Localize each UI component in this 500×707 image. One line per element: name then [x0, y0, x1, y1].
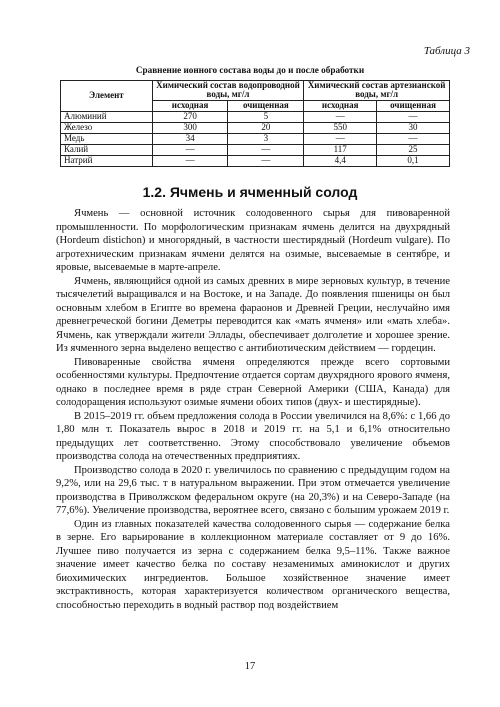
table-header-artesian-water: Химический состав артезианской воды, мг/л: [304, 81, 450, 101]
table-cell: —: [152, 144, 228, 155]
table-cell: —: [228, 144, 304, 155]
table-cell-element: Алюминий: [61, 111, 153, 122]
table-cell: 25: [377, 144, 450, 155]
table-row: [61, 155, 450, 166]
table-cell: 34: [152, 133, 228, 144]
table-header-tap-water: Химический состав водопроводной воды, мг/л: [152, 81, 304, 101]
table-cell: —: [377, 111, 450, 122]
table-cell: 3: [228, 133, 304, 144]
table-cell: 30: [377, 122, 450, 133]
table-row: [61, 122, 450, 133]
paragraph: Пивоваренные свойства ячменя определяются прежде всего сортовыми особенностями культуры. Предпочтение отдается сортам двухрядного ярового ячменя, однако в последнее время в ряде стран Северной Америки (США, Канада) для солодоращения используют озимые ячмени обоих типов (двух- и шестирядные).: [56, 356, 450, 408]
table-cell: —: [304, 111, 377, 122]
table-header-element: Элемент: [61, 81, 153, 112]
table-subheader: исходная: [152, 100, 228, 111]
table-cell: —: [228, 155, 304, 166]
table-cell: 270: [152, 111, 228, 122]
table-cell: —: [304, 133, 377, 144]
page-number: 17: [244, 661, 256, 672]
table-label: Таблица 3: [423, 45, 470, 57]
table-cell-element: Медь: [61, 133, 153, 144]
table-row: [61, 133, 450, 144]
ion-composition-table: [60, 80, 450, 167]
table-subheader: исходная: [304, 100, 377, 111]
paragraph: Ячмень — основной источник солодовенного сырья для пивоваренной промышленности. По морфологическим признакам ячмень делится на двухрядный (Hordeum distichon) и многорядный, в частности шестирядный (Hordeum vulgare). По агротехническим признакам ячмени делятся на озимые, высеваемые в сентябре, и яровые, высеваемые в марте-апреле.: [56, 208, 450, 273]
table-caption: Сравнение ионного состава воды до и после обработки: [135, 65, 365, 75]
paragraph: Производство солода в 2020 г. увеличилось по сравнению с предыдущим годом на 9,2%, или на 29,6 тыс. т в натуральном выражении. При этом отмечается увеличение производства в Приволжском федеральном округе (на 20,3%) и на Северо-Западе (на 77,6%). Увеличение производства, вероятнее всего, связано с большим урожаем 2019 г.: [56, 464, 450, 516]
table-cell-element: Железо: [61, 122, 153, 133]
paragraph: Ячмень, являющийся одной из самых древних в мире зерновых культур, в течение тысячелетий выращивался и на Востоке, и на Западе. До появления пшеницы он был основным хлебом в Египте во времена фараонов и Древней Греции, неслучайно имя древнегреческой богини Деметры переводится как «мать ячменя» или «мать хлеба». Ячмень, как утверждали жители Эллады, обеспечивает долголетие и хорошее зрение. Из ячменного зерна выделено вещество с антибиотическим действием — гордецин.: [56, 275, 450, 354]
section-heading: 1.2. Ячмень и ячменный солод: [142, 184, 358, 200]
table-cell-element: Натрий: [61, 155, 153, 166]
table-cell: 550: [304, 122, 377, 133]
table-cell: 300: [152, 122, 228, 133]
paragraph: В 2015–2019 гг. объем предложения солода в России увеличился на 8,6%: с 1,66 до 1,80 млн т. Показатель вырос в 2018 и 2019 гг. на 5,1 и 6,1% относительно предыдущих лет соответственно. Этому способствовало увеличение объемов производства солода на отечественных предприятиях.: [56, 410, 450, 462]
table-row: [61, 144, 450, 155]
table-cell: —: [152, 155, 228, 166]
table-cell: 4,4: [304, 155, 377, 166]
table-cell: 0,1: [377, 155, 450, 166]
table-subheader: очищенная: [377, 100, 450, 111]
table-cell: 117: [304, 144, 377, 155]
body-text: [56, 207, 450, 612]
table-cell: 20: [228, 122, 304, 133]
table-cell: —: [377, 133, 450, 144]
table-cell-element: Калий: [61, 144, 153, 155]
table-cell: 5: [228, 111, 304, 122]
table-row: [61, 111, 450, 122]
table-subheader: очищенная: [228, 100, 304, 111]
paragraph: Один из главных показателей качества солодовенного сырья — содержание белка в зерне. Его варьирование в коллекционном материале составляет от 9 до 16%. Лучшее пиво получается из зерна с содержанием белка 9,5–11%. Также важное значение имеет качество белка по составу незаменимых аминокислот и других биохимических ингредиентов. Большое хозяйственное значение имеет экстрактивность, которая характеризуется количеством органического вещества, способностью переходить в водный раствор под воздействием: [56, 518, 450, 611]
